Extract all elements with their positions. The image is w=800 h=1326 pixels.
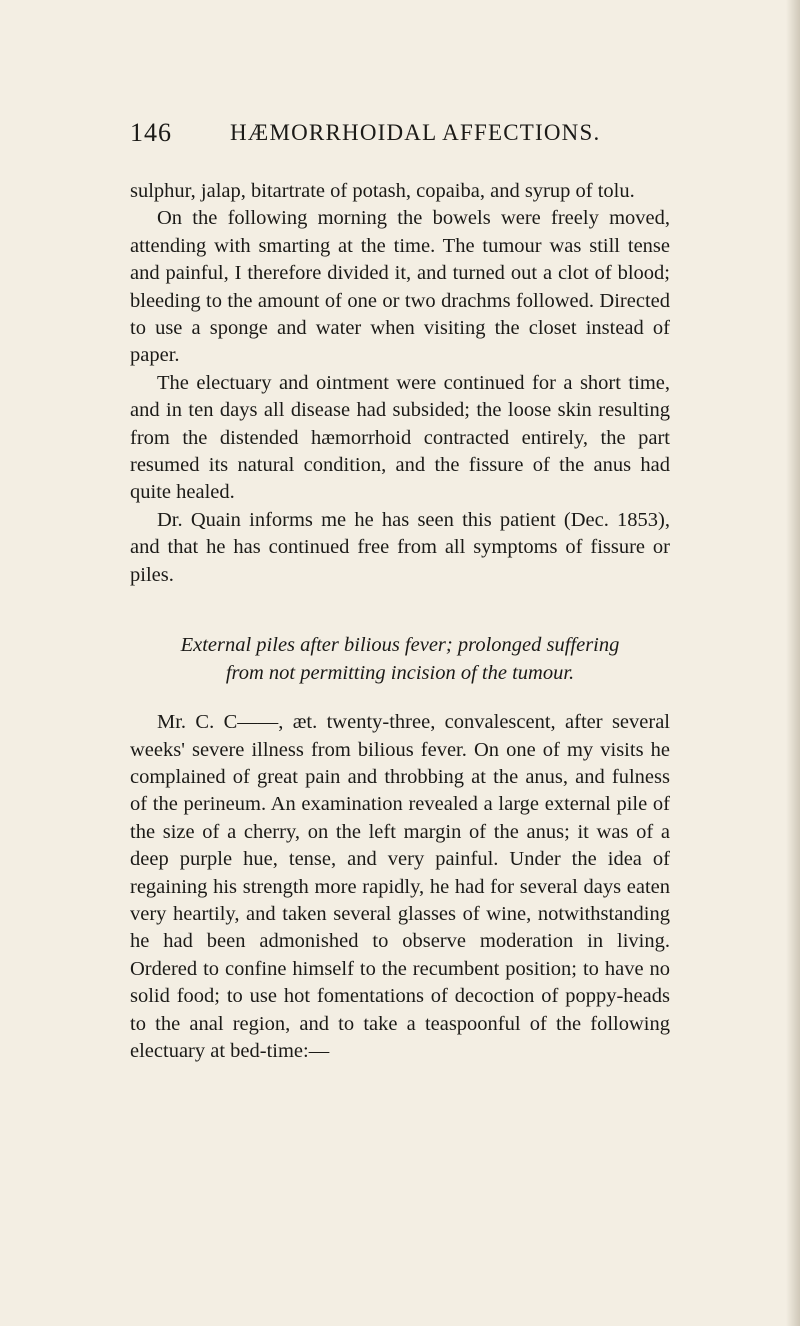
running-head <box>130 118 670 152</box>
paragraph-continuation: sulphur, jalap, bitartrate of potash, copaiba, and syrup of tolu. <box>130 180 635 202</box>
running-title: HÆMORRHOIDAL AFFECTIONS. <box>230 120 601 145</box>
case-heading-line: External piles after bilious fever; prolonged suffering <box>180 634 620 657</box>
body-text <box>130 178 670 1065</box>
page-edge-shadow <box>786 0 800 1326</box>
paragraph: The electuary and ointment were continued for a short time, and in ten days all disease had subsided; the loose skin resulting from the distended hæmorrhoid contracted entirely, the part resumed its natural condition, and the fissure of the anus had quite healed. <box>130 371 670 504</box>
case-heading <box>130 631 670 687</box>
paragraph: On the following morning the bowels were freely moved, attending with smarting at the time. The tumour was still tense and painful, I therefore divided it, and turned out a clot of blood; bleeding to the amount of one or two drachms followed. Directed to use a sponge and water when visiting the closet instead of paper. <box>130 207 670 367</box>
page-number: 146 <box>130 118 172 147</box>
paragraph: Mr. C. C——, æt. twenty-three, convalescent, after several weeks' severe illness from bilious fever. On one of my visits he complained of great pain and throbbing at the anus, and fulness of the perineum. An examination revealed a large external pile of the size of a cherry, on the left margin of the anus; it was of a deep purple hue, tense, and very painful. Under the idea of regaining his strength more rapidly, he had for several days eaten very heartily, and taken several glasses of wine, notwithstanding he had been admonished to observe moderation in living. Ordered to confine himself to the recumbent position; to have no solid food; to use hot fomentations of decoction of poppy-heads to the anal region, and to take a teaspoonful of the following electuary at bed-time:— <box>130 711 670 1062</box>
case-heading-line: from not permitting incision of the tumour. <box>225 662 575 685</box>
paragraph: Dr. Quain informs me he has seen this patient (Dec. 1853), and that he has continued free from all symptoms of fissure or piles. <box>130 508 670 586</box>
